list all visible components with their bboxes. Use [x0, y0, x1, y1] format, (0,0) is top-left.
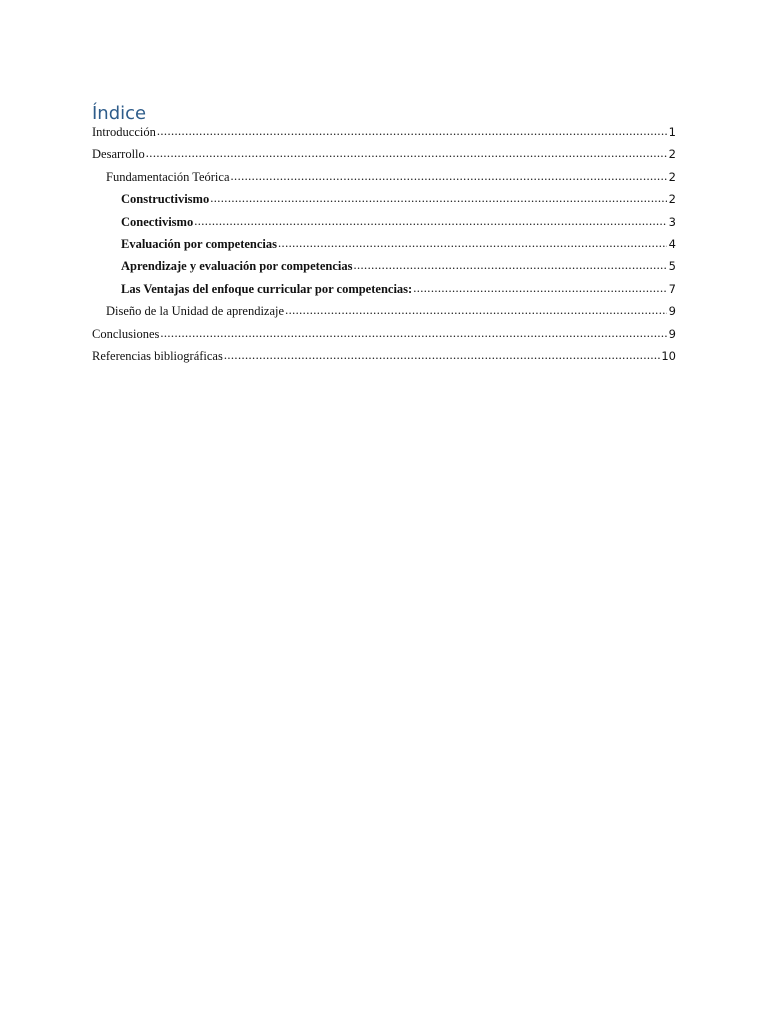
- toc-entry-aprendizaje-y-evaluacion[interactable]: [92, 259, 676, 281]
- toc-entry-diseno-unidad-aprendizaje[interactable]: [92, 304, 676, 326]
- toc-entry-page: 10: [661, 348, 676, 363]
- toc-entry-referencias-bibliograficas[interactable]: [92, 349, 676, 371]
- toc-entry-desarrollo[interactable]: [92, 147, 676, 169]
- toc-entry-page: 2: [668, 169, 676, 184]
- toc-title: Índice: [92, 103, 147, 124]
- dot-leader: [146, 149, 667, 162]
- toc-entry-label: Fundamentación Teórica: [106, 169, 230, 184]
- toc-entry-fundamentacion-teorica[interactable]: [92, 170, 676, 192]
- toc-entry-evaluacion-por-competencias[interactable]: [92, 237, 676, 259]
- toc-entry-page: 1: [668, 125, 676, 139]
- dot-leader: [224, 351, 661, 364]
- toc-entry-label: Conclusiones: [92, 326, 160, 341]
- toc-entry-label: Desarrollo: [92, 147, 145, 162]
- dot-leader: [353, 261, 667, 274]
- dot-leader: [278, 239, 667, 252]
- toc-entry-label: Las Ventajas del enfoque curricular por competencias:: [121, 281, 413, 296]
- toc-entry-label: Aprendizaje y evaluación por competencias: [121, 259, 353, 274]
- toc-entry-ventajas-enfoque-curricular[interactable]: [92, 282, 676, 304]
- toc-entry-page: 9: [668, 304, 676, 319]
- toc-entry-constructivismo[interactable]: [92, 192, 676, 214]
- dot-leader: [160, 329, 667, 342]
- toc-entry-label: Diseño de la Unidad de aprendizaje: [106, 304, 285, 319]
- dot-leader: [210, 194, 667, 207]
- toc-entry-page: 2: [668, 192, 676, 207]
- toc-entry-page: 2: [668, 147, 676, 162]
- dot-leader: [194, 217, 667, 230]
- toc-entry-conclusiones[interactable]: [92, 327, 676, 349]
- toc-entry-label: Conectivismo: [121, 214, 194, 229]
- toc-entry-page: 7: [668, 281, 676, 296]
- dot-leader: [285, 306, 667, 319]
- dot-leader: [157, 127, 667, 140]
- toc-entry-introduccion[interactable]: [92, 125, 676, 147]
- table-of-contents: [92, 125, 676, 371]
- toc-entry-page: 4: [668, 236, 676, 251]
- toc-entry-label: Constructivismo: [121, 192, 210, 207]
- toc-entry-page: 9: [668, 326, 676, 341]
- dot-leader: [231, 172, 667, 185]
- toc-entry-conectivismo[interactable]: [92, 215, 676, 237]
- toc-entry-page: 5: [668, 259, 676, 274]
- toc-entry-page: 3: [668, 214, 676, 229]
- toc-entry-label: Referencias bibliográficas: [92, 348, 223, 363]
- toc-entry-label: Introducción: [92, 125, 156, 139]
- toc-entry-label: Evaluación por competencias: [121, 236, 278, 251]
- dot-leader: [413, 284, 667, 297]
